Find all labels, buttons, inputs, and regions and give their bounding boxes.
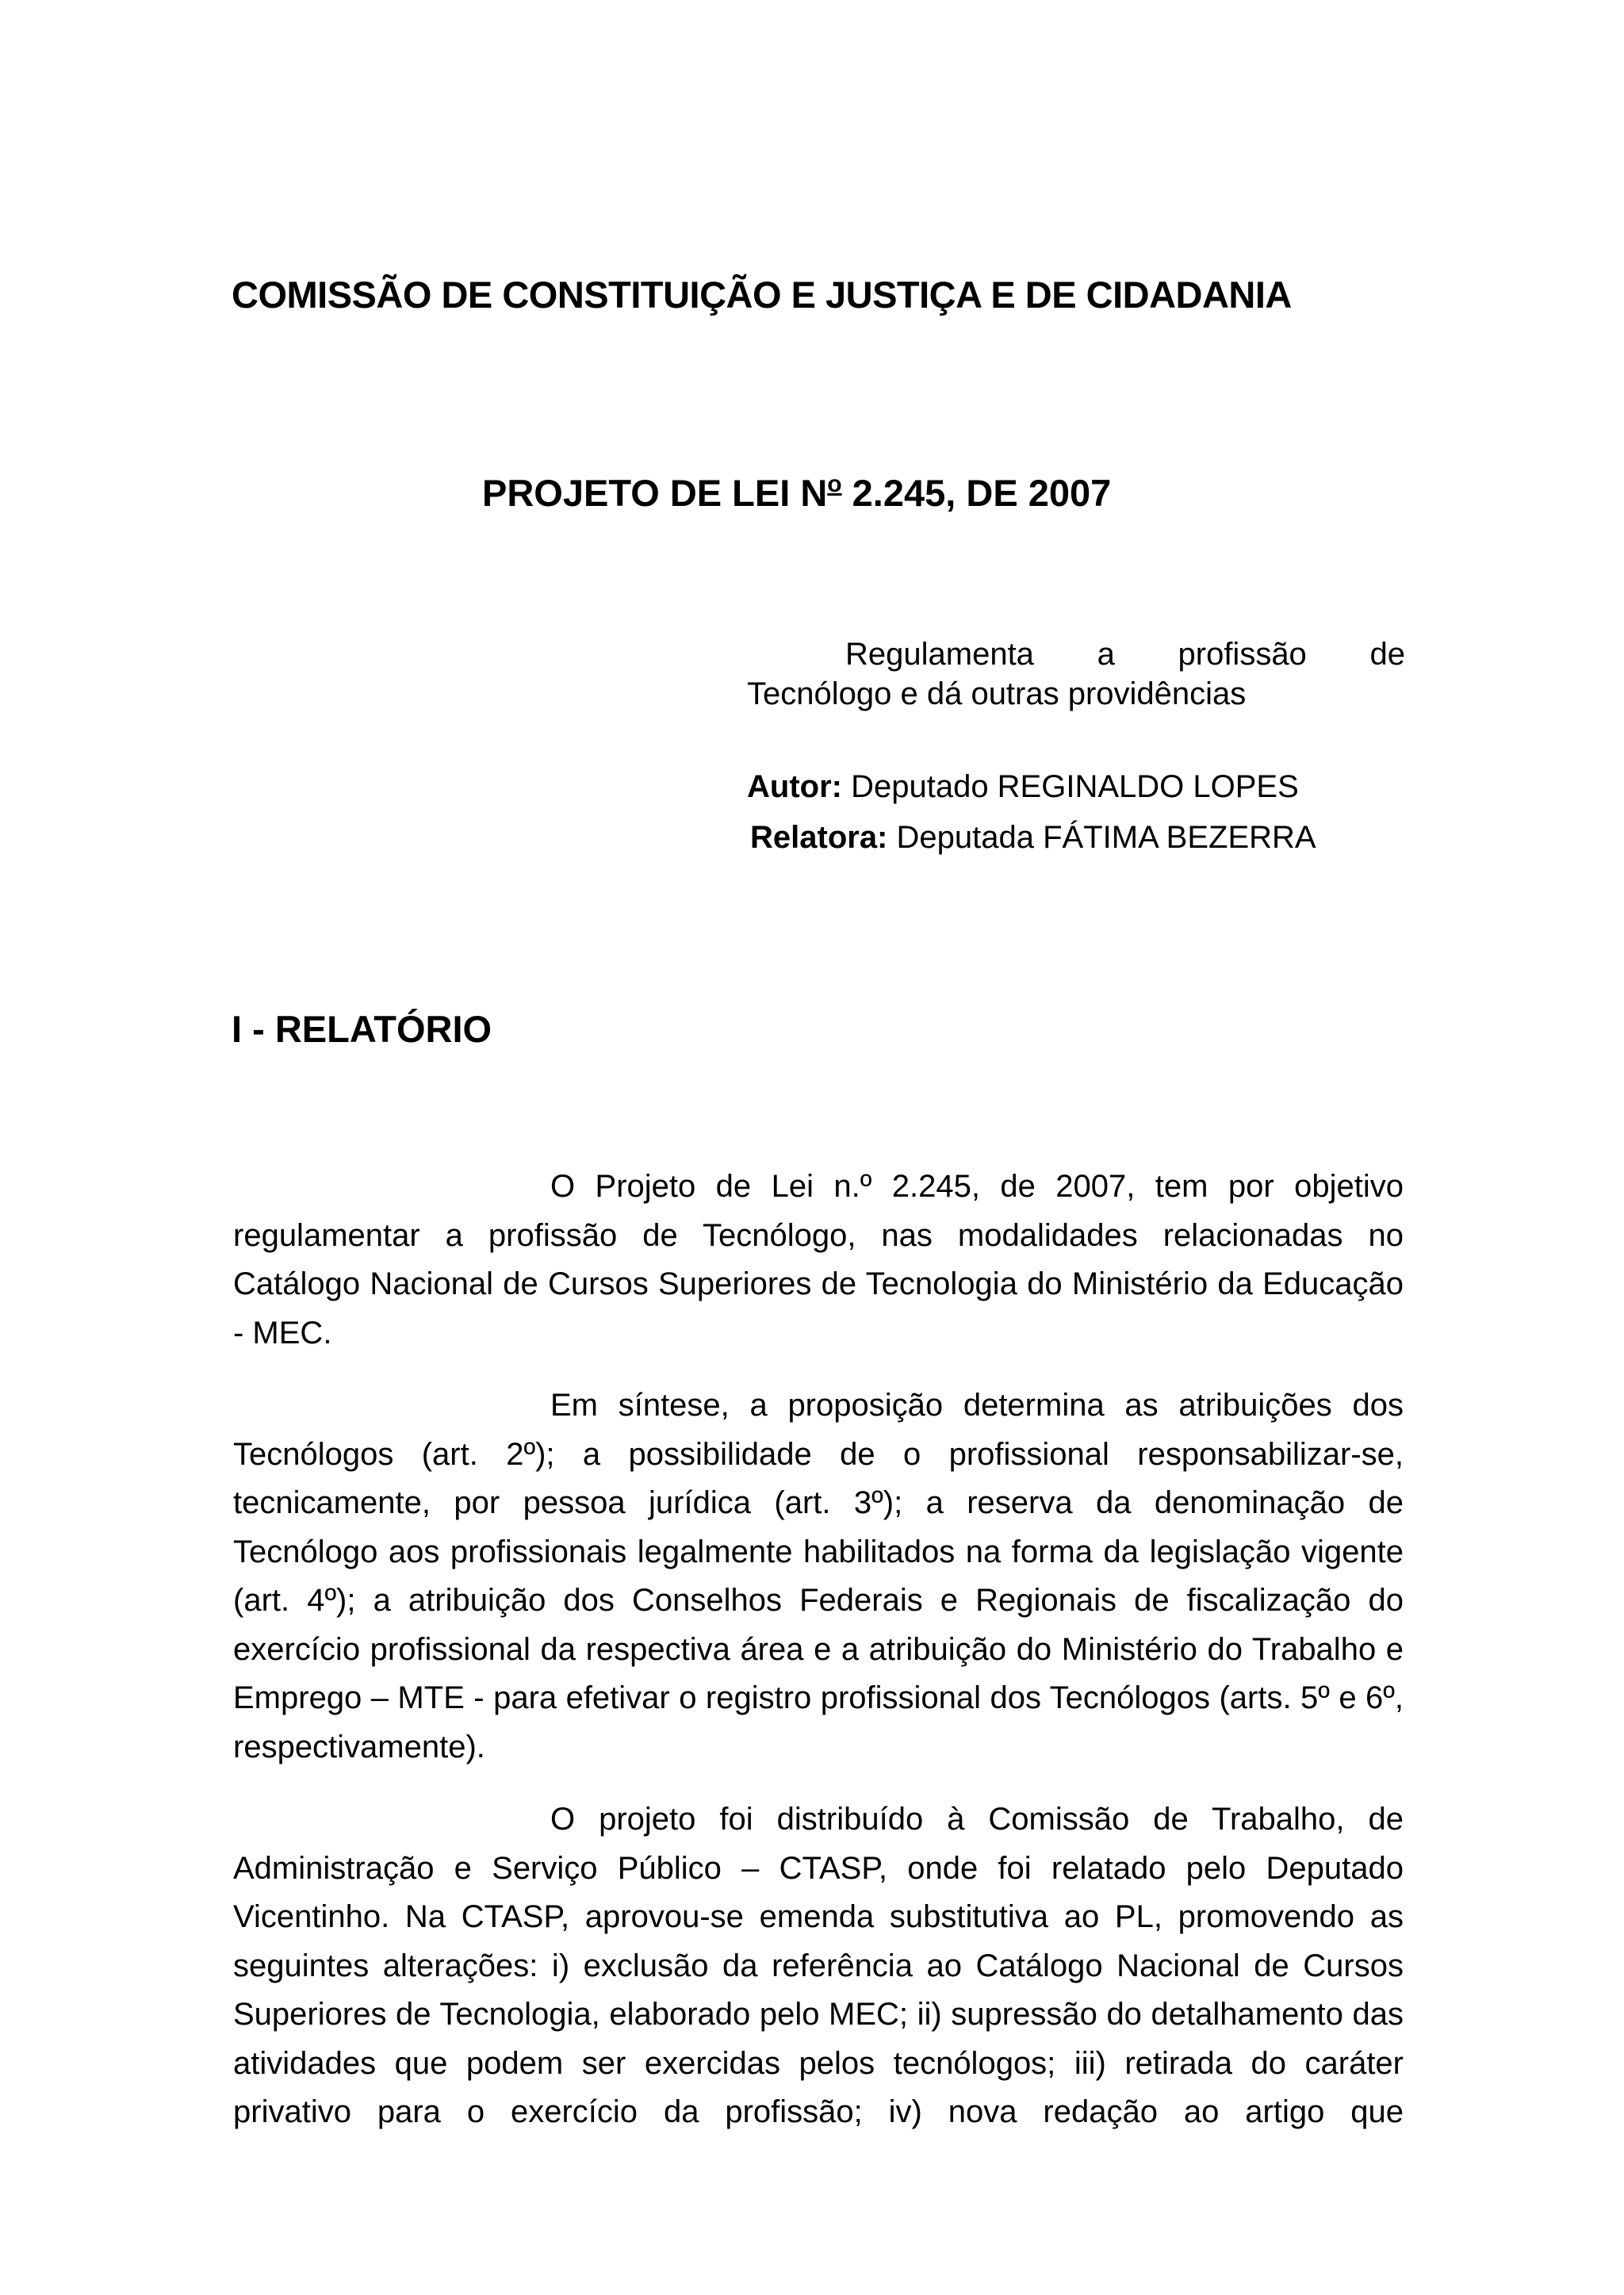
report-body (233, 1163, 1404, 2161)
paragraph: O projeto foi distribuído à Comissão de Trabalho, de Administração e Serviço Público – CTASP, onde foi relatado pelo Deputado Vicentinho. Na CTASP, aprovou-se emenda substitutiva ao PL, promovendo as seguintes alterações: i) exclusão da referência ao Catálogo Nacional de Cursos Superiores de Tecnologia, elaborado pelo MEC; ii) supressão do detalhamento das atividades que podem ser exercidas pelos tecnólogos; iii) retirada do caráter privativo para o exercício da profissão; iv) nova redação ao artigo que (233, 1802, 1404, 2129)
bill-title-suffix: 2.245, DE 2007 (841, 472, 1112, 514)
paragraph: O Projeto de Lei n.º 2.245, de 2007, tem por objetivo regulamentar a profissão de Tecnólogo, nas modalidades relacionadas no Catálogo Nacional de Cursos Superiores de Tecnologia do Ministério da Educação - MEC. (233, 1169, 1404, 1351)
bill-summary-word: profissão (1178, 637, 1307, 672)
author-line (747, 769, 1299, 805)
author-label: Autor: (747, 769, 842, 804)
committee-heading: COMISSÃO DE CONSTITUIÇÃO E JUSTIÇA E DE CIDADANIA (232, 274, 1292, 316)
reporter-name: Deputada FÁTIMA BEZERRA (887, 820, 1316, 855)
bill-summary-line-2: Tecnólogo e dá outras providências (747, 676, 1247, 711)
reporter-label: Relatora: (750, 820, 888, 855)
section-heading: I - RELATÓRIO (232, 1008, 492, 1050)
paragraph: Em síntese, a proposição determina as atribuições dos Tecnólogos (art. 2º); a possibilidade de o profissional responsabilizar-se, tecnicamente, por pessoa jurídica (art. 3º); a reserva da denominação de Tecnólogo aos profissionais legalmente habilitados na forma da legislação vigente (art. 4º); a atribuição dos Conselhos Federais e Regionais de fiscalização do exercício profissional da respectiva área e a atribuição do Ministério do Trabalho e Emprego – MTE - para efetivar o registro profissional dos Tecnólogos (arts. 5º e 6º, respectivamente). (233, 1388, 1404, 1764)
reporter-line (750, 820, 1316, 856)
bill-title (482, 471, 1111, 515)
bill-summary-word: de (1369, 637, 1405, 672)
bill-title-ordinal: o (827, 471, 842, 497)
author-name: Deputado REGINALDO LOPES (841, 769, 1299, 804)
bill-summary-line-1 (747, 634, 1405, 674)
bill-summary-word: a (1097, 637, 1115, 672)
bill-summary (747, 634, 1405, 714)
bill-summary-word: Regulamenta (845, 637, 1034, 672)
bill-title-prefix: PROJETO DE LEI N (482, 472, 828, 514)
